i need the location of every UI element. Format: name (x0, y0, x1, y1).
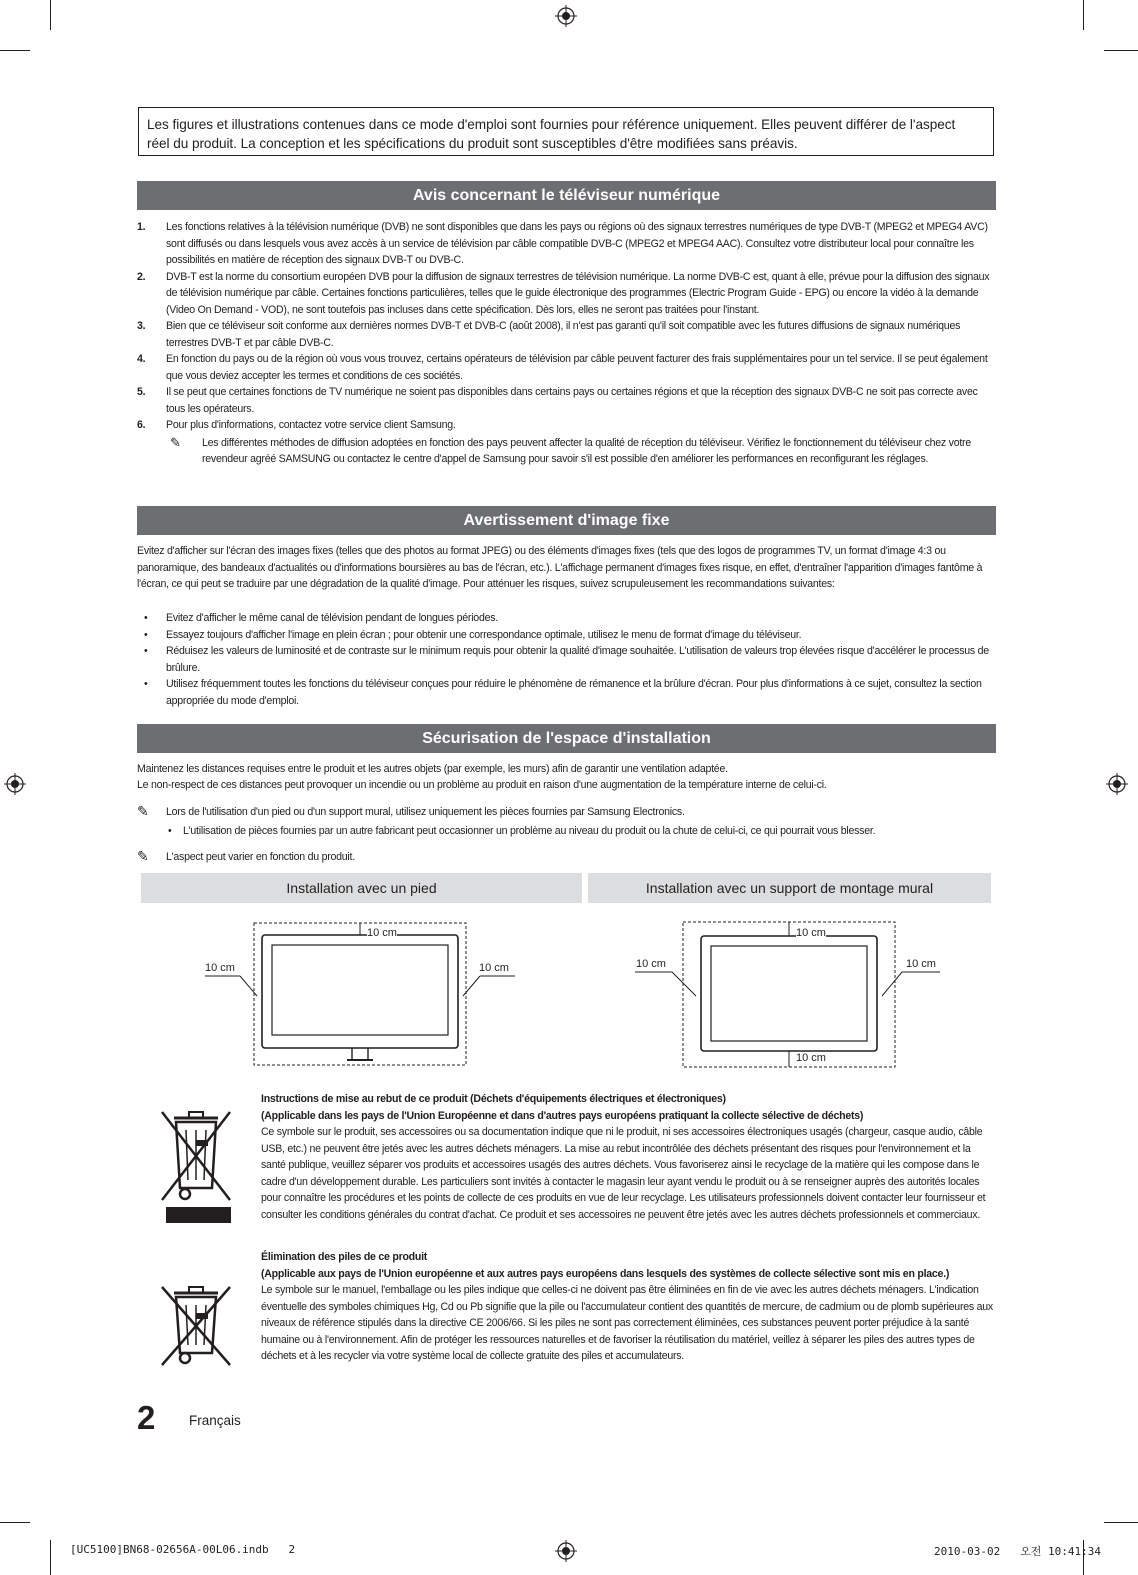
note-text: Lors de l'utilisation d'un pied ou d'un support mural, utilisez uniquement les pièces fournies par Samsung Electronics. (166, 806, 685, 818)
disclaimer-line: Les figures et illustrations contenues dans ce mode d'emploi sont fournies pour référence uniquement. Elles peuvent différer de l'aspect (147, 117, 956, 132)
bullet: • (144, 645, 148, 658)
page-number: 2 (137, 1399, 156, 1436)
still-image-intro: Evitez d'afficher sur l'écran des images fixes (telles que des photos au format JPEG) ou des éléments d'images fixes (tels que des logos de programmes TV, un format d'image 4:3 ou panoramique, des bandeaux d'actualités ou d'informations boursières au bas de l'écran, etc.). L'affichage permanent d'images fixes risque, en effet, d'entraîner l'apparition d'images fantôme à l'écran, ce qui peut se traduire par une dégradation de la qualité d'image. Pour atténuer les risques, suivez scrupuleusement les recommandations suivantes: (137, 545, 983, 591)
list-item (137, 351, 997, 384)
pencil-note-icon: ✎ (170, 434, 181, 450)
tv-stand-icon (195, 910, 525, 1070)
item-number: 2. (137, 270, 146, 283)
crop-mark (1104, 1522, 1138, 1523)
item-number: 3. (137, 320, 146, 332)
list-item (137, 384, 997, 417)
pencil-note-icon: ✎ (137, 803, 149, 819)
item-text: DVB-T est la norme du consortium européen DVB pour la diffusion de signaux terrestres de télévision numérique. La norme DVB-C est, quant à elle, prévue pour la diffusion des signaux de télévision numérique par câble. Certaines fonctions particulières, telles que le guide électronique des programmes (Electric Program Guide - EPG) ou encore la vidéo à la demande (Video On Demand - VOD), ne sont toutefois pas incluses dans cette spécification. Dès lors, elles ne seront pas traitées pour l'instant. (166, 270, 990, 316)
bullet: • (144, 612, 148, 624)
registration-mark-icon (555, 1540, 577, 1562)
section-title-digital-tv: Avis concernant le téléviseur numérique (137, 181, 996, 210)
item-text: Bien que ce téléviseur soit conforme aux dernières normes DVB-T et DVB-C (août 2008), il n'est pas garanti qu'il soit compatible avec les futures diffusions de signaux numériques terrestres DVB-T et par câble DVB-C. (166, 320, 961, 349)
weee-disposal-notice (261, 1091, 997, 1223)
item-text: Pour plus d'informations, contactez votre service client Samsung. (166, 419, 456, 431)
crop-mark (50, 0, 51, 30)
registration-mark-icon (555, 5, 577, 27)
registration-mark-icon (4, 773, 26, 795)
installation-sub-note (137, 823, 997, 839)
list-item (137, 676, 997, 709)
digital-tv-list (137, 219, 997, 468)
note-text: L'aspect peut varier en fonction du produit. (166, 851, 355, 863)
item-text: Evitez d'afficher le même canal de télévision pendant de longues périodes. (166, 612, 498, 624)
list-item (137, 643, 997, 676)
note (166, 435, 997, 468)
weee-title: Instructions de mise au rebut de ce produit (Déchets d'équipements électriques et électroniques) (261, 1093, 726, 1105)
list-item (137, 627, 997, 644)
note-item (137, 435, 997, 468)
weee-body: Ce symbole sur le produit, ses accessoires ou sa documentation indique que ni le produit, ni ses accessoires électroniques usagés (chargeur, casque audio, câble USB, etc.) ne peuvent être jetés avec les autres déchets ménagers. La mise au rebut incontrôlée des déchets présentant des risques pour l'environnement et la santé publique, veuillez séparer vos produits et accessoires usagés des autres déchets. Vous favoriserez ainsi le recyclage de la matière qui les compose dans le cadre d'un développement durable. Les particuliers sont invités à contacter le magasin leur ayant vendu le produit ou à se renseigner auprès des autorités locales pour connaître les procédures et les points de collecte de ces produits en vue de leur recyclage. Les utilisateurs professionnels doivent contacter leur fournisseur et consulter les conditions générales du contrat d'achat. Ce produit et ses accessoires ne peuvent être jetés avec les autres déchets professionnels et commerciaux. (261, 1126, 986, 1221)
crop-mark (0, 1522, 30, 1523)
clearance-label: 10 cm (636, 958, 666, 970)
registration-mark-icon (1106, 773, 1128, 795)
note-text: Les différentes méthodes de diffusion adoptées en fonction des pays peuvent affecter la qualité de réception du téléviseur. Vérifiez le fonctionnement du téléviseur chez votre revendeur agréé SAMSUNG ou contactez le centre d'appel de Samsung pour savoir s'il est possible d'en améliorer les performances en reconfigurant les réglages. (202, 436, 971, 465)
wall-mount-installation-diagram (630, 910, 950, 1070)
note-text: L'utilisation de pièces fournies par un autre fabricant peut occasionner un problème au niveau du produit ou la chute de celui-ci, ce qui pourrait vous blesser. (183, 825, 876, 837)
installation-note (137, 804, 997, 820)
list-item (137, 219, 997, 269)
item-number: 5. (137, 386, 146, 398)
crop-mark (1104, 50, 1138, 51)
list-item (137, 269, 997, 319)
bullet: • (144, 628, 148, 641)
item-text: Il se peut que certaines fonctions de TV numérique ne soient pas disponibles dans certains pays ou certaines régions et que la réception des signaux DVB-C ne soit pas correcte avec tous les opérateurs. (166, 386, 978, 415)
item-number: 1. (137, 221, 146, 233)
print-timestamp: 2010-03-02 오전 10:41:34 (934, 1545, 1101, 1558)
clearance-label: 10 cm (367, 927, 397, 939)
clearance-label: 10 cm (205, 962, 235, 974)
clearance-label: 10 cm (796, 927, 826, 939)
tv-wall-mount-icon (630, 910, 950, 1070)
list-item (137, 610, 997, 627)
clearance-label: 10 cm (906, 958, 936, 970)
installation-note (137, 849, 997, 865)
clearance-label: 10 cm (479, 962, 509, 974)
installation-line: Maintenez les distances requises entre le produit et les autres objets (par exemple, les murs) afin de garantir une ventilation adaptée. (137, 763, 728, 775)
weee-subtitle: (Applicable dans les pays de l'Union Européenne et dans d'autres pays européens pratiquant la collecte sélective de déchets) (261, 1109, 864, 1122)
wall-installation-heading: Installation avec un support de montage mural (588, 873, 991, 903)
installation-line: Le non-respect de ces distances peut provoquer un incendie ou un problème au produit en raison d'une augmentation de la température interne de celui-ci. (137, 779, 827, 791)
item-text: Réduisez les valeurs de luminosité et de contraste sur le minimum requis pour obtenir la qualité d'image souhaitée. L'utilisation de valeurs trop élevées risque d'accélérer le processus de brûlure. (166, 645, 989, 674)
crossed-out-battery-bin-icon (158, 1283, 234, 1367)
item-text: Essayez toujours d'afficher l'image en plein écran ; pour obtenir une correspondance optimale, utilisez le menu de format d'image du téléviseur. (166, 628, 802, 641)
disclaimer-box (138, 107, 994, 156)
bullet: • (144, 678, 148, 691)
pencil-note-icon: ✎ (137, 848, 149, 864)
battery-disposal-notice (261, 1249, 997, 1365)
still-image-list (137, 610, 997, 710)
battery-body: Le symbole sur le manuel, l'emballage ou les piles indique que celles-ci ne doivent pas être éliminées en fin de vie avec les autres déchets ménagers. L'indication éventuelle des symboles chimiques Hg, Cd ou Pb signifie que la pile ou l'accumulateur contient des quantités de mercure, de cadmium ou de plomb supérieures aux niveaux de référence stipulés dans la directive CE 2006/66. Si les piles ne sont pas correctement éliminées, ces substances peuvent porter préjudice à la santé humaine ou à l'environnement. Afin de protéger les ressources naturelles et de favoriser la réutilisation du matériel, veillez à séparer les piles des autres types de déchets et à les recycler via votre système local de collecte gratuite des piles et accumulateurs. (261, 1284, 993, 1362)
battery-subtitle: (Applicable aux pays de l'Union européenne et aux autres pays européens dans lesquels des systèmes de collecte sélective sont mis en place.) (261, 1267, 950, 1280)
crop-mark (1083, 0, 1084, 30)
stand-installation-diagram (195, 910, 525, 1070)
item-text: En fonction du pays ou de la région où vous vous trouvez, certains opérateurs de télévision par câble peuvent facturer des frais supplémentaires pour un tel service. Il se peut également que vous deviez accepter les termes et conditions de ces sociétés. (166, 353, 988, 382)
disclaimer-line: réel du produit. La conception et les spécifications du produit sont susceptibles d'être modifiées sans préavis. (147, 136, 798, 151)
crop-mark (0, 50, 30, 51)
print-file-name: [UC5100]BN68-02656A-00L06.indb 2 (70, 1543, 296, 1556)
item-number: 4. (137, 353, 146, 365)
bullet: • (168, 825, 172, 837)
stand-installation-heading: Installation avec un pied (141, 873, 582, 903)
item-text: Les fonctions relatives à la télévision numérique (DVB) ne sont disponibles que dans les pays ou régions où des signaux terrestres numériques de type DVB-T (MPEG2 et MPEG4 AVC) sont diffusés ou dans lesquels vous avez accès à un service de télévision par câble compatible DVB-C (MPEG2 et MPEG4 AAC). Consultez votre distributeur local pour connaître les possibilités en matière de réception des signaux DVB-T ou DVB-C. (166, 221, 988, 266)
page-language: Français (189, 1413, 241, 1428)
section-title-installation: Sécurisation de l'espace d'installation (137, 724, 996, 753)
crop-mark (50, 1540, 51, 1575)
item-text: Utilisez fréquemment toutes les fonctions du téléviseur conçues pour réduire le phénomène de rémanence et la brûlure d'écran. Pour plus d'informations à ce sujet, consultez la section appropriée du mode d'emploi. (166, 678, 982, 707)
crossed-out-wheelie-bin-icon (158, 1108, 234, 1226)
battery-title: Élimination des piles de ce produit (261, 1251, 428, 1263)
item-number: 6. (137, 419, 146, 431)
list-item (137, 417, 997, 434)
clearance-label: 10 cm (796, 1052, 826, 1064)
section-title-still-image: Avertissement d'image fixe (137, 506, 996, 535)
list-item (137, 318, 997, 351)
